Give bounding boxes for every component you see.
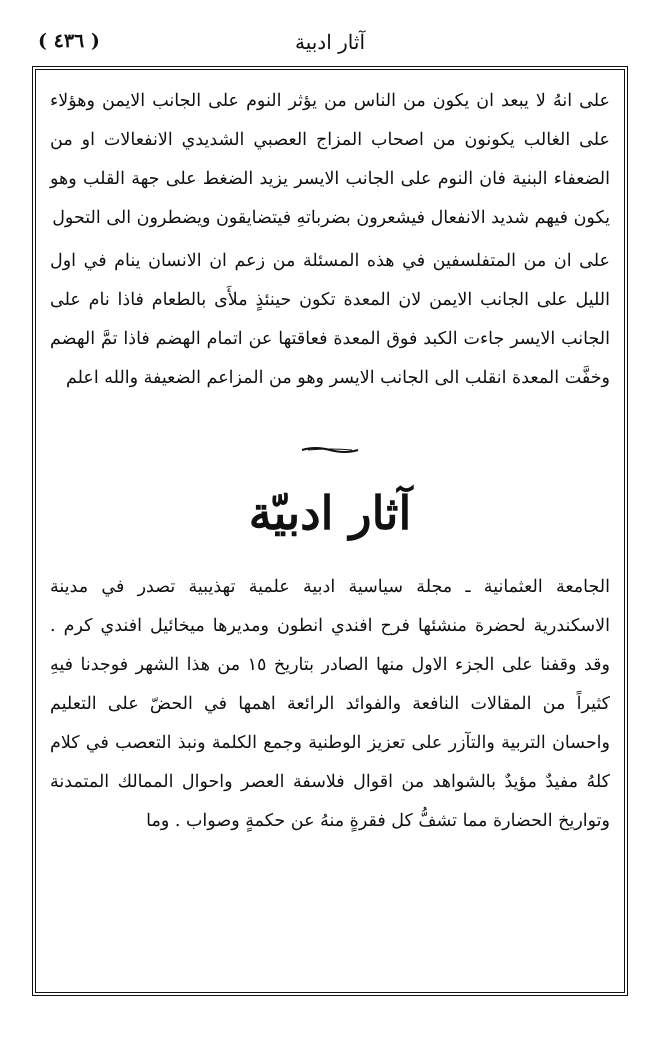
- article-paragraph-1: على انهُ لا يبعد ان يكون من الناس من يؤثر النوم على الجانب الايمن وهؤلاء على الغالب يكونون من اصحاب المزاج العصبي الشديدي الانفعالات او من الضعفاء البنية فان النوم على الجانب الايسر يزيد الضغط على جهة القلب وهو يكون فيهم شديد الانفعال فيشعرون بضرباتهِ فيتضايقون ويضطرون الى التحول: [50, 91, 610, 228]
- article-paragraph-2: على ان من المتفلسفين في هذه المسئلة من زعم ان الانسان ينام في اول الليل على الجانب الايمن لان المعدة تكون حينئذٍ ملأَى بالطعام فاذا نام على الجانب الايسر جاءت الكبد فوق المعدة فعاقتها عن اتمام الهضم فاذا تمَّ الهضم وخفَّت المعدة انقلب الى الجانب الايسر وهو من المزاعم الضعيفة والله اعلم: [50, 251, 610, 388]
- page-header: [30, 28, 630, 62]
- page-number: ( ٤٣٦ ): [38, 30, 100, 52]
- section-title: آثار ادبيّة: [248, 486, 412, 540]
- running-title: آثار ادبية: [294, 30, 366, 54]
- page-content: [50, 82, 610, 841]
- divider-ornament-icon: [300, 445, 360, 455]
- section-divider-ornament: [300, 440, 360, 460]
- section-paragraph-1: الجامعة العثمانية ـ مجلة سياسية ادبية علمية تهذيبية تصدر في مدينة الاسكندرية لحضرة منشئها فرح افندي انطون ومديرها ميخائيل افندي كرم . وقد وقفنا على الجزء الاول منها الصادر بتاريخ ١٥ من هذا الشهر فوجدنا فيهِ كثيراً من المقالات النافعة والفوائد الرائعة اهمها في الحضّ على التعليم واحسان التربية والتآزر على تعزيز الوطنية وجمع الكلمة ونبذ التعصب في كلام كلهُ مفيدٌ مؤيدٌ بالشواهد من اقوال فلاسفة العصر واحوال الممالك المتمدنة وتواريخ الحضارة مما تشفُّ كل فقرةٍ منهُ عن حكمةٍ وصواب . وما: [50, 577, 610, 831]
